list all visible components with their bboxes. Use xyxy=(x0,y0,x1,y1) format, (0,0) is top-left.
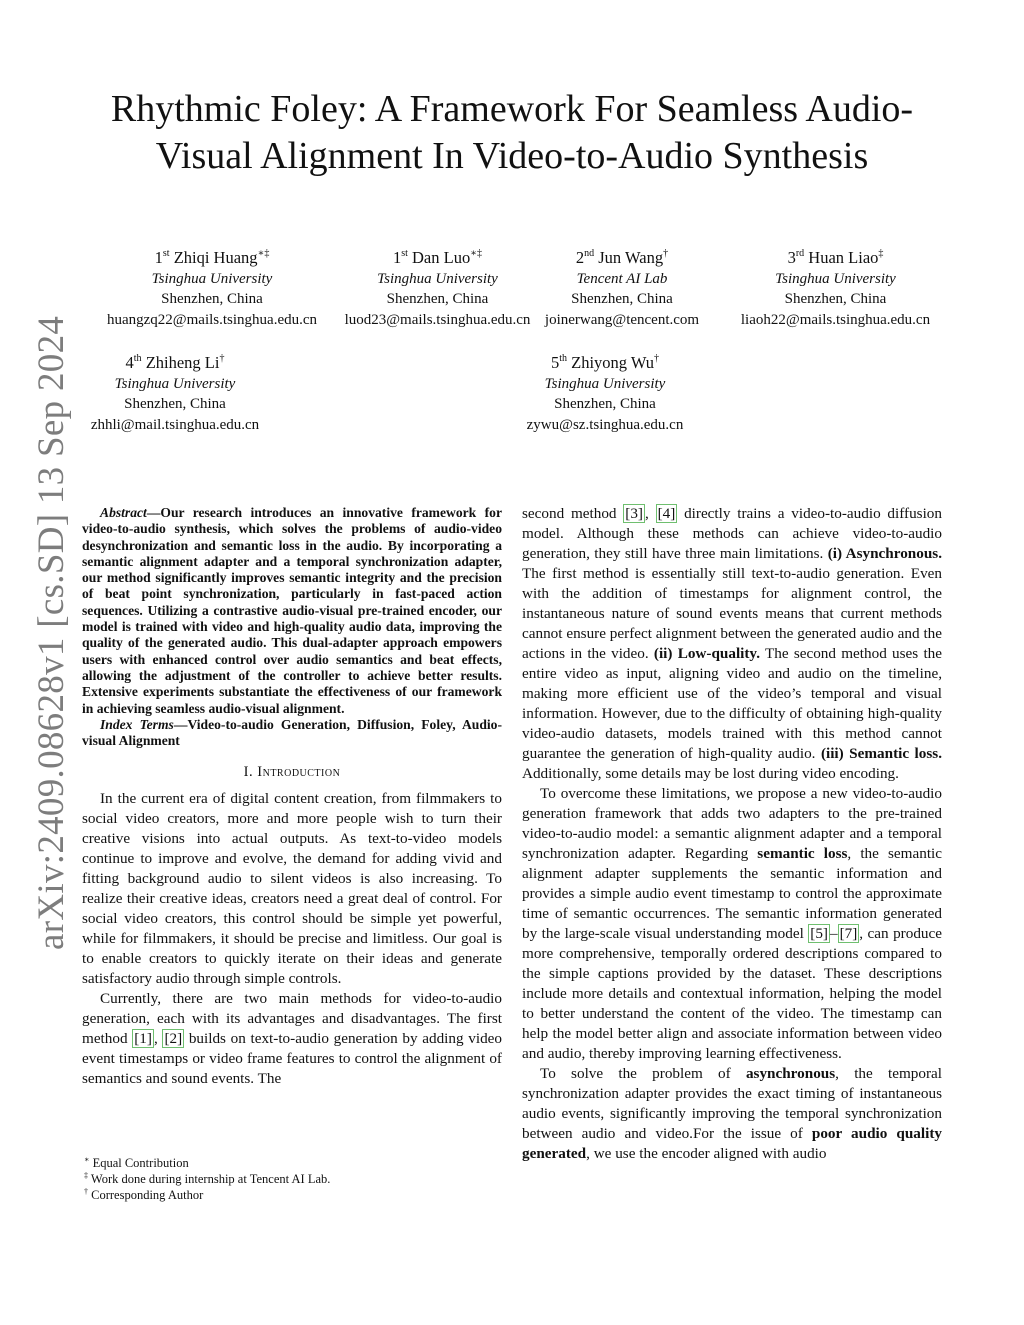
author-email: liaoh22@mails.tsinghua.edu.cn xyxy=(740,311,931,328)
author-location: Shenzhen, China xyxy=(161,291,263,307)
author-email: zywu@sz.tsinghua.edu.cn xyxy=(526,416,684,433)
author-block: 3rd Huan Liao‡ Tsinghua University Shenzhen, China liaoh22@mails.tsinghua.edu.cn xyxy=(728,248,943,330)
footnote: ‡ Work done during internship at Tencent AI Lab. xyxy=(84,1171,331,1186)
citation-link[interactable]: [5] xyxy=(810,925,828,942)
author-block: 4th Zhiheng Li† Tsinghua University Shenzhen, China zhhli@mail.tsinghua.edu.cn xyxy=(75,353,275,435)
author-location: Shenzhen, China xyxy=(784,291,887,307)
abstract: Abstract—Our research introduces an innovative framework for video-to-audio synthesis, which solves the problems of audio-video desynchronization and semantic loss in the audio. By incorporating a semantic alignment adapter and a temporal synchronization adapter, our method significantly improves semantic integrity and the precision of beat point synchronization, particularly in fast-paced action sequences. Utilizing a contrastive audio-visual pre-trained encoder, our model is trained with video and high-quality audio data, improving the quality of the generated audio. This dual-adapter approach empowers users with enhanced control over audio semantics and beat effects, allowing the adjustment of the controller to achieve better results. Extensive experiments substantiate the effectiveness of our framework in achieving seamless audio-visual alignment. xyxy=(82,505,502,716)
author-location: Shenzhen, China xyxy=(571,291,673,307)
author-name: Dan Luo xyxy=(412,248,471,267)
index-terms: Index Terms—Video-to-audio Generation, Diffusion, Foley, Audio-visual Alignment xyxy=(82,716,502,749)
author-affiliation: Tencent AI Lab xyxy=(576,270,668,287)
author-name: Huan Liao xyxy=(808,248,879,267)
limitation-label: (iii) Semantic loss. xyxy=(820,745,942,762)
footnote: † Corresponding Author xyxy=(84,1187,204,1202)
arxiv-stamp xyxy=(30,315,90,950)
author-name: Zhiyong Wu xyxy=(571,353,655,372)
intro-paragraph-2: Currently, there are two main methods for video-to-audio generation, each with its advantages and disadvantages. The first method [1] , [2] builds on text-to-audio generation by adding video event timestamps or video frame features to control the alignment of semantics and sound events. The xyxy=(82,990,503,1088)
left-column xyxy=(82,505,502,1089)
citation-link[interactable]: [7] xyxy=(839,925,858,942)
author-location: Shenzhen, China xyxy=(554,396,656,412)
body-paragraph: second method [3] , [4] directly trains a video-to-audio diffusion model. Although these methods can achieve video-to-audio generation, they still have three main limitations. (i) Asynchronous. The first method is essentially still text-to-audio generation. Even with the addition of timestamps for alignment control, the instantaneous nature of sound events means that current methods cannot ensure perfect alignment between the generated audio and the actions in the video. (ii) Low-quality. The second method uses the entire video as input, aligning video and audio on the timeline, making more efficient use of the video’s temporal and visual information. However, due to the difficulty of obtaining high-quality video-audio datasets, models trained with this method cannot guarantee the generation of high-quality audio. (iii) Semantic loss. Additionally, some details may be lost during video encoding. xyxy=(522,505,943,782)
author-block: 1st Dan Luo∗‡ Tsinghua University Shenzhen, China luod23@mails.tsinghua.edu.cn xyxy=(335,248,540,330)
arxiv-id: arXiv:2409.08628v1 [cs.SD] 13 Sep 2024 xyxy=(31,315,72,950)
body-paragraph: To overcome these limitations, we propose a new video-to-audio generation framework that adds two adapters to the pre-trained video-to-audio model: a semantic alignment adapter and a temporal synchronization adapter. Regarding semantic loss, the semantic alignment adapter supplements the semantic information and provides a simple audio event timestamp to control the approximate time of semantic occurrences. The semantic information generated by the large-scale visual understanding model [5] – [7] , can produce more comprehensive, temporally ordered descriptions compared to the simple captions provided by the dataset. These descriptions include more details and contextual information, helping the model to better understand the content of the video. The timestamp can help the model better align and associate information between video and audio, thereby improving learning effectiveness. xyxy=(522,785,942,1062)
section-heading: I. Introduction xyxy=(243,764,341,781)
footnote: ∗ Equal Contribution xyxy=(84,1155,189,1170)
author-email: zhhli@mail.tsinghua.edu.cn xyxy=(90,416,260,433)
citation-link[interactable]: [4] xyxy=(657,505,676,522)
author-name: Jun Wang xyxy=(598,248,664,267)
citation-link[interactable]: [3] xyxy=(625,505,643,522)
author-name: Zhiheng Li xyxy=(145,353,220,372)
index-terms-label: Index Terms xyxy=(100,716,174,732)
right-column xyxy=(522,504,942,1164)
paper-title: Rhythmic Foley: A Framework For Seamless Audio-Visual Alignment In Video-to-Audio Synthesis xyxy=(110,88,914,177)
footnotes xyxy=(82,1155,330,1203)
author-name: Zhiqi Huang xyxy=(173,248,258,267)
limitation-label: (ii) Low-quality. xyxy=(653,645,760,662)
body-paragraph: To solve the problem of asynchronous, the temporal synchronization adapter provides the exact timing of instantaneous audio events, significantly improving the temporal synchronization between audio and video.For the issue of poor audio quality generated, we use the encoder aligned with audio xyxy=(522,1065,942,1162)
author-affiliation: Tsinghua University xyxy=(114,375,236,392)
author-email: luod23@mails.tsinghua.edu.cn xyxy=(344,311,531,328)
author-affiliation: Tsinghua University xyxy=(775,270,896,287)
citation-link[interactable]: [2] xyxy=(164,1030,183,1048)
author-location: Shenzhen, China xyxy=(124,396,226,412)
limitation-label: (i) Asynchronous. xyxy=(827,545,943,562)
abstract-label: Abstract xyxy=(100,505,147,520)
author-email: huangzq22@mails.tsinghua.edu.cn xyxy=(106,311,318,328)
author-block: 5th Zhiyong Wu† Tsinghua University Shenzhen, China zywu@sz.tsinghua.edu.cn xyxy=(505,353,705,435)
author-location: Shenzhen, China xyxy=(386,291,489,307)
citation-link[interactable]: [1] xyxy=(134,1030,152,1048)
author-affiliation: Tsinghua University xyxy=(544,375,666,392)
author-block: 2nd Jun Wang† Tencent AI Lab Shenzhen, China joinerwang@tencent.com xyxy=(522,248,722,330)
author-affiliation: Tsinghua University xyxy=(377,270,498,287)
author-block: 1st Zhiqi Huang∗‡ Tsinghua University Shenzhen, China huangzq22@mails.tsinghua.edu.cn xyxy=(92,248,332,330)
author-affiliation: Tsinghua University xyxy=(151,270,273,287)
intro-paragraph-1: In the current era of digital content creation, from filmmakers to social video creators, more and more people wish to turn their creative visions into actual outputs. As text-to-video models continue to improve and evolve, the demand for adding vivid and fitting background audio to silent videos is also increasing. To realize their creative ideas, creators need a great deal of control. For social video creators, this control should be simple yet powerful, while for filmmakers, it should be precise and limitless. Our goal is to enable creators to quickly iterate on their ideas and generate satisfactory audio through simple controls. xyxy=(82,790,502,988)
author-email: joinerwang@tencent.com xyxy=(544,311,700,328)
